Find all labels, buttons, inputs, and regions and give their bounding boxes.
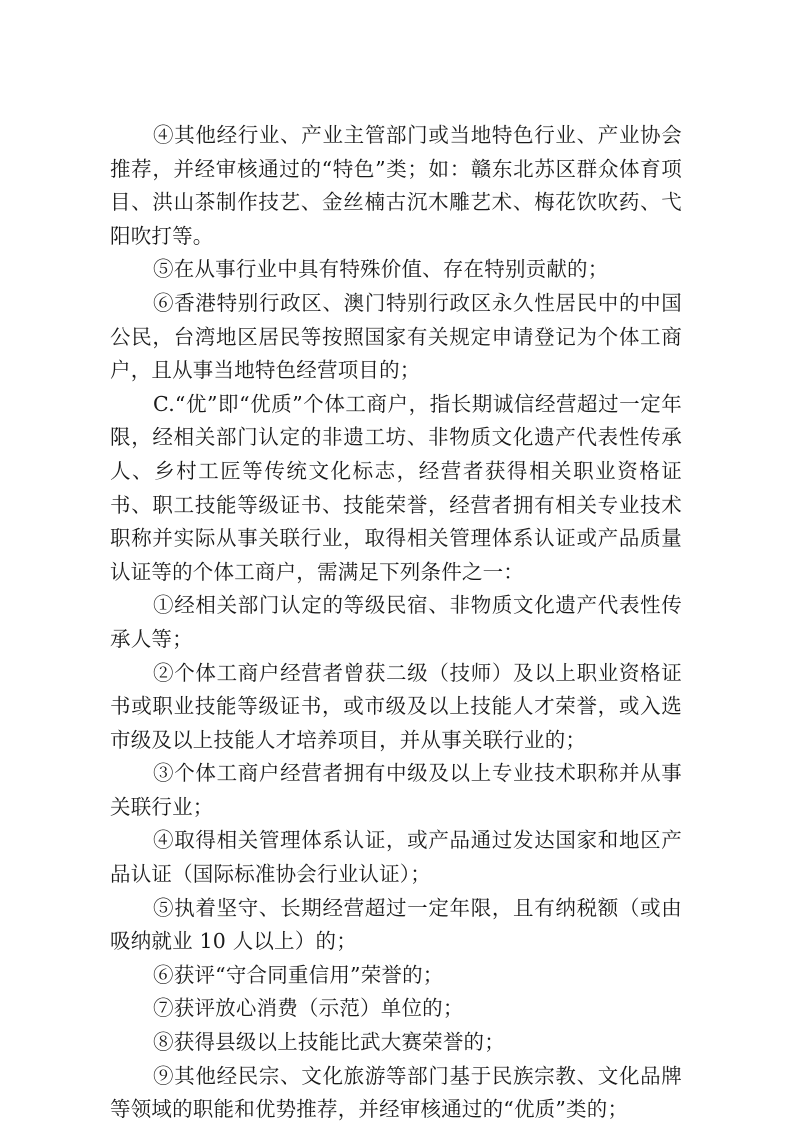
paragraph-quality-condition-9: ⑨其他经民宗、文化旅游等部门基于民族宗教、文化品牌等领域的职能和优势推荐，并经审核通过的“优质”类的； [110, 1063, 682, 1122]
paragraph-quality-condition-3: ③个体工商户经营者拥有中级及以上专业技术职称并从事关联行业； [110, 761, 682, 819]
paragraph-quality-condition-8: ⑧获得县级以上技能比武大赛荣誉的； [153, 1030, 505, 1055]
paragraph-quality-condition-2: ②个体工商户经营者曾获二级（技师）及以上职业资格证书或职业技能等级证书，或市级及以上技能人才荣誉，或入选市级及以上技能人才培养项目，并从事关联行业的； [110, 660, 682, 752]
paragraph-quality-condition-6: ⑥获评“守合同重信用”荣誉的； [153, 962, 444, 987]
paragraph-special-category-6: ⑥香港特别行政区、澳门特别行政区永久性居民中的中国公民，台湾地区居民等按照国家有关规定申请登记为个体工商户，且从事当地特色经营项目的； [110, 290, 682, 383]
paragraph-quality-condition-1: ①经相关部门认定的等级民宿、非物质文化遗产代表性传承人等； [110, 593, 682, 651]
document-body [110, 119, 682, 1127]
paragraph-quality-condition-7: ⑦获评放心消费（示范）单位的； [153, 996, 464, 1021]
paragraph-special-category-4: ④其他经行业、产业主管部门或当地特色行业、产业协会推荐，并经审核通过的“特色”类；如：赣东北苏区群众体育项目、洪山茶制作技艺、金丝楠古沉木雕艺术、梅花饮吹药、弋阳吹打等。 [110, 123, 682, 248]
paragraph-special-category-5: ⑤在从事行业中具有特殊价值、存在特别贡献的； [153, 257, 609, 282]
paragraph-quality-condition-5: ⑤执着坚守、长期经营超过一定年限，且有纳税额（或由吸纳就业 10 人以上）的； [110, 895, 682, 954]
paragraph-quality-condition-4: ④取得相关管理体系认证，或产品通过发达国家和地区产品认证（国际标准协会行业认证）； [110, 828, 682, 887]
paragraph-quality-definition: C.“优”即“优质”个体工商户，指长期诚信经营超过一定年限，经相关部门认定的非遗工坊、非物质文化遗产代表性传承人、乡村工匠等传统文化标志，经营者获得相关职业资格证书、职工技能等级证书、技能荣誉，经营者拥有相关专业技术职称并实际从事关联行业，取得相关管理体系认证或产品质量认证等的个体工商户，需满足下列条件之一： [110, 391, 682, 584]
